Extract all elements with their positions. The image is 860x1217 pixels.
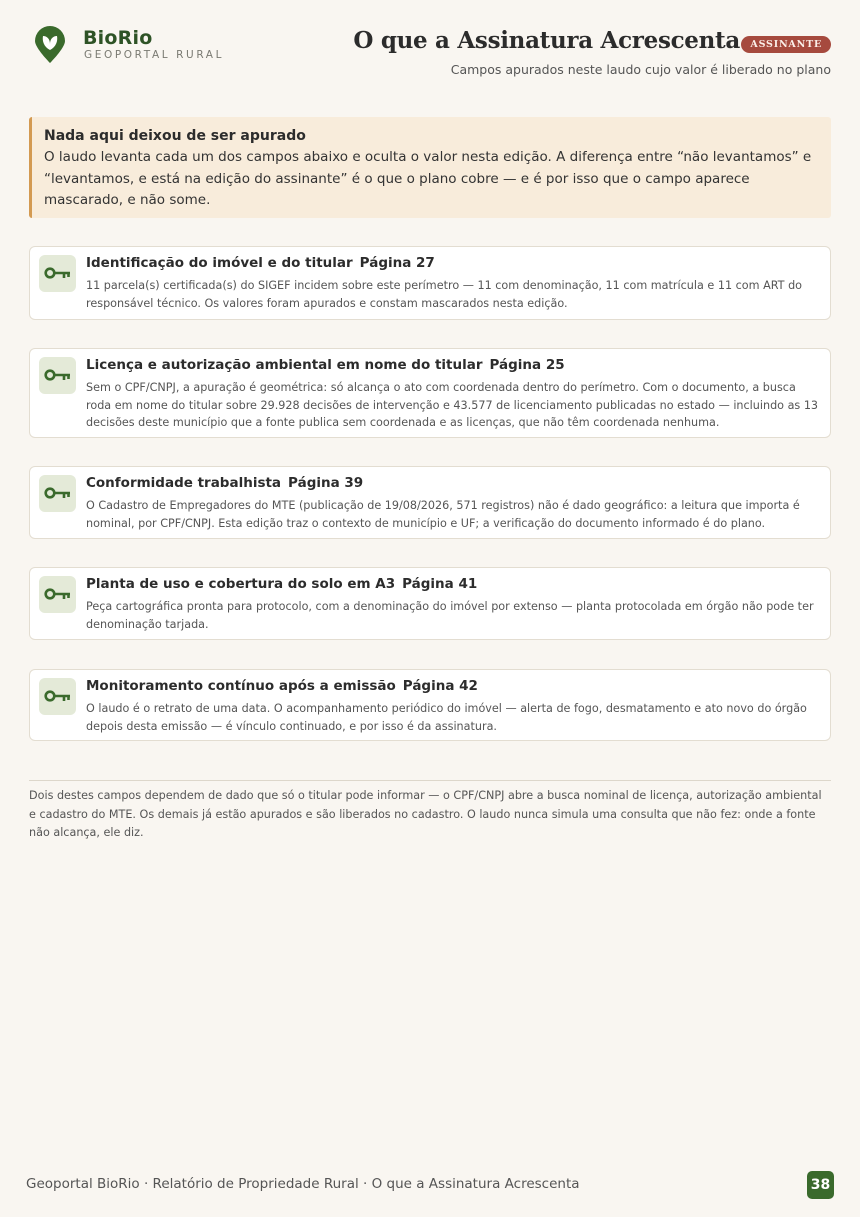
subscriber-badge: ASSINANTE	[741, 36, 831, 53]
key-icon	[39, 255, 76, 292]
feature-card	[29, 246, 831, 320]
leaf-pin-logo-icon	[33, 26, 67, 64]
card-title: Licença e autorização ambiental em nome do titular Página 25	[86, 357, 565, 373]
feature-card	[29, 348, 831, 438]
notice-box	[29, 117, 831, 218]
card-description: Peça cartográfica pronta para protocolo, com a denominação do imóvel por extenso — planta protocolada em órgão não pode ter denominação tarjada.	[86, 600, 814, 631]
card-page-ref: Página 42	[402, 678, 478, 694]
notice-body: O laudo levanta cada um dos campos abaixo e oculta o valor nesta edição. A diferença entre “não levantamos” e “levantamos, e está na edição do assinante” é o que o plano cobre — e é por isso que o campo aparece mascarado, e não some.	[44, 149, 812, 208]
feature-card	[29, 669, 831, 741]
brand-subtitle: GEOPORTAL RURAL	[84, 49, 225, 61]
key-icon	[39, 357, 76, 394]
card-title: Conformidade trabalhista Página 39	[86, 475, 364, 491]
footer-text: Geoportal BioRio · Relatório de Propriedade Rural · O que a Assinatura Acrescenta	[26, 1176, 580, 1192]
feature-card	[29, 466, 831, 539]
card-title: Identificação do imóvel e do titular Página 27	[86, 255, 435, 271]
page-title: O que a Assinatura Acrescenta	[353, 27, 740, 54]
notice-title: Nada aqui deixou de ser apurado	[44, 128, 306, 144]
card-page-ref: Página 27	[359, 255, 435, 271]
card-description: 11 parcela(s) certificada(s) do SIGEF incidem sobre este perímetro — 11 com denominação, 11 com matrícula e 11 com ART do responsável técnico. Os valores foram apurados e constam mascarados nesta edição.	[86, 279, 803, 310]
card-title: Monitoramento contínuo após a emissão Página 42	[86, 678, 478, 694]
page-header	[0, 0, 860, 100]
feature-card	[29, 567, 831, 640]
key-icon	[39, 475, 76, 512]
card-page-ref: Página 39	[288, 475, 364, 491]
card-title: Planta de uso e cobertura do solo em A3 Página 41	[86, 576, 478, 592]
brand-name: BioRio	[83, 27, 153, 49]
card-page-ref: Página 41	[402, 576, 478, 592]
footnote: Dois destes campos dependem de dado que só o titular pode informar — o CPF/CNPJ abre a busca nominal de licença, autorização ambiental e cadastro do MTE. Os demais já estão apurados e são liberados no cadastro. O laudo nunca simula uma consulta que não fez: onde a fonte não alcança, ele diz.	[29, 789, 822, 839]
card-page-ref: Página 25	[489, 357, 565, 373]
card-description: O laudo é o retrato de uma data. O acompanhamento periódico do imóvel — alerta de fogo, desmatamento e ato novo do órgão depois desta emissão — é vínculo continuado, e por isso é da assinatura.	[86, 702, 807, 733]
key-icon	[39, 576, 76, 613]
divider	[29, 780, 831, 781]
page-subtitle: Campos apurados neste laudo cujo valor é liberado no plano	[450, 62, 831, 77]
page-number: 38	[807, 1171, 834, 1199]
key-icon	[39, 678, 76, 715]
card-description: Sem o CPF/CNPJ, a apuração é geométrica: só alcança o ato com coordenada dentro do perímetro. Com o documento, a busca roda em nome do titular sobre 29.928 decisões de intervenção e 43.577 de licenciamento publicadas no estado — incluindo as 13 decisões deste município que a fonte publica sem coordenada e as licenças, que não têm coordenada nenhuma.	[86, 381, 819, 429]
card-description: O Cadastro de Empregadores do MTE (publicação de 19/08/2026, 571 registros) não é dado geográfico: a leitura que importa é nominal, por CPF/CNPJ. Esta edição traz o contexto de município e UF; a verificação do documento informado é do plano.	[86, 499, 800, 530]
